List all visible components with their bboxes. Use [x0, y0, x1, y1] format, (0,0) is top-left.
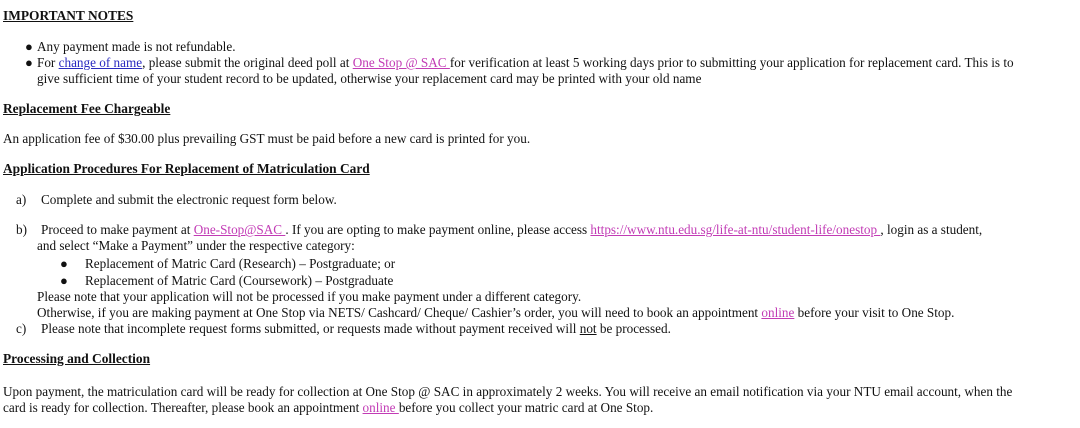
- step-text: , login as a student,: [880, 222, 983, 237]
- step-c-text: [41, 321, 671, 337]
- note-text: for verification at least 5 working days prior to submitting your application for replacement card. This is to: [449, 55, 1014, 70]
- fee-heading: Replacement Fee Chargeable: [3, 101, 171, 116]
- step-b-line2: and select “Make a Payment” under the respective category:: [37, 238, 355, 253]
- processing-text: card is ready for collection. Thereafter, please book an appointment: [3, 400, 363, 415]
- processing-line2: [3, 400, 653, 416]
- step-b-text: [41, 222, 982, 238]
- step-text: Please note that incomplete request forms submitted, or requests made without payment received will: [41, 321, 580, 336]
- note-change-of-name-line2: give sufficient time of your student record to be updated, otherwise your replacement card may be printed with your old name: [37, 71, 702, 86]
- processing-text: before you collect your matric card at One Stop.: [398, 400, 654, 415]
- one-stop-sac-link[interactable]: One Stop @ SAC: [352, 55, 450, 70]
- step-text: Proceed to make payment at: [41, 222, 194, 237]
- ntu-onestop-url-link[interactable]: https://www.ntu.edu.sg/life-at-ntu/student-life/onestop: [590, 222, 881, 237]
- step-a-text: Complete and submit the electronic request form below.: [41, 192, 337, 207]
- category-research: Replacement of Matric Card (Research) – Postgraduate; or: [85, 256, 396, 271]
- note-change-of-name: [37, 55, 1014, 71]
- change-of-name-link[interactable]: change of name: [58, 55, 143, 70]
- bullet-icon: ●: [25, 55, 33, 70]
- step-b-note2: [37, 305, 954, 321]
- procedures-heading: Application Procedures For Replacement of Matriculation Card: [3, 161, 370, 176]
- step-b-marker: b): [16, 222, 27, 237]
- online-appointment-link[interactable]: online: [362, 400, 399, 415]
- category-coursework: Replacement of Matric Card (Coursework) – Postgraduate: [85, 273, 394, 288]
- note-text: , please submit the original deed poll at: [142, 55, 353, 70]
- bullet-icon: ●: [60, 256, 68, 271]
- bullet-icon: ●: [60, 273, 68, 288]
- step-c-marker: c): [16, 321, 27, 336]
- step-a-marker: a): [16, 192, 27, 207]
- bullet-icon: ●: [25, 39, 33, 54]
- step-b-note1: Please note that your application will not be processed if you make payment under a different category.: [37, 289, 582, 304]
- note-text: For: [37, 55, 59, 70]
- note-refund: Any payment made is not refundable.: [37, 39, 236, 54]
- step-text: . If you are opting to make payment online, please access: [285, 222, 591, 237]
- processing-heading: Processing and Collection: [3, 351, 151, 366]
- not-emphasis: not: [579, 321, 597, 336]
- step-text: before your visit to One Stop.: [794, 305, 955, 320]
- one-stop-sac-link[interactable]: One-Stop@SAC: [193, 222, 286, 237]
- processing-line1: Upon payment, the matriculation card will be ready for collection at One Stop @ SAC in approximately 2 weeks. You will receive an email notification via your NTU email account, when the: [3, 384, 1013, 399]
- step-text: Otherwise, if you are making payment at One Stop via NETS/ Cashcard/ Cheque/ Cashier’s order, you will need to book an appointment: [37, 305, 762, 320]
- fee-text: An application fee of $30.00 plus prevailing GST must be paid before a new card is printed for you.: [3, 131, 531, 146]
- important-notes-heading: IMPORTANT NOTES: [3, 8, 134, 23]
- online-appointment-link[interactable]: online: [761, 305, 795, 320]
- step-text: be processed.: [596, 321, 671, 336]
